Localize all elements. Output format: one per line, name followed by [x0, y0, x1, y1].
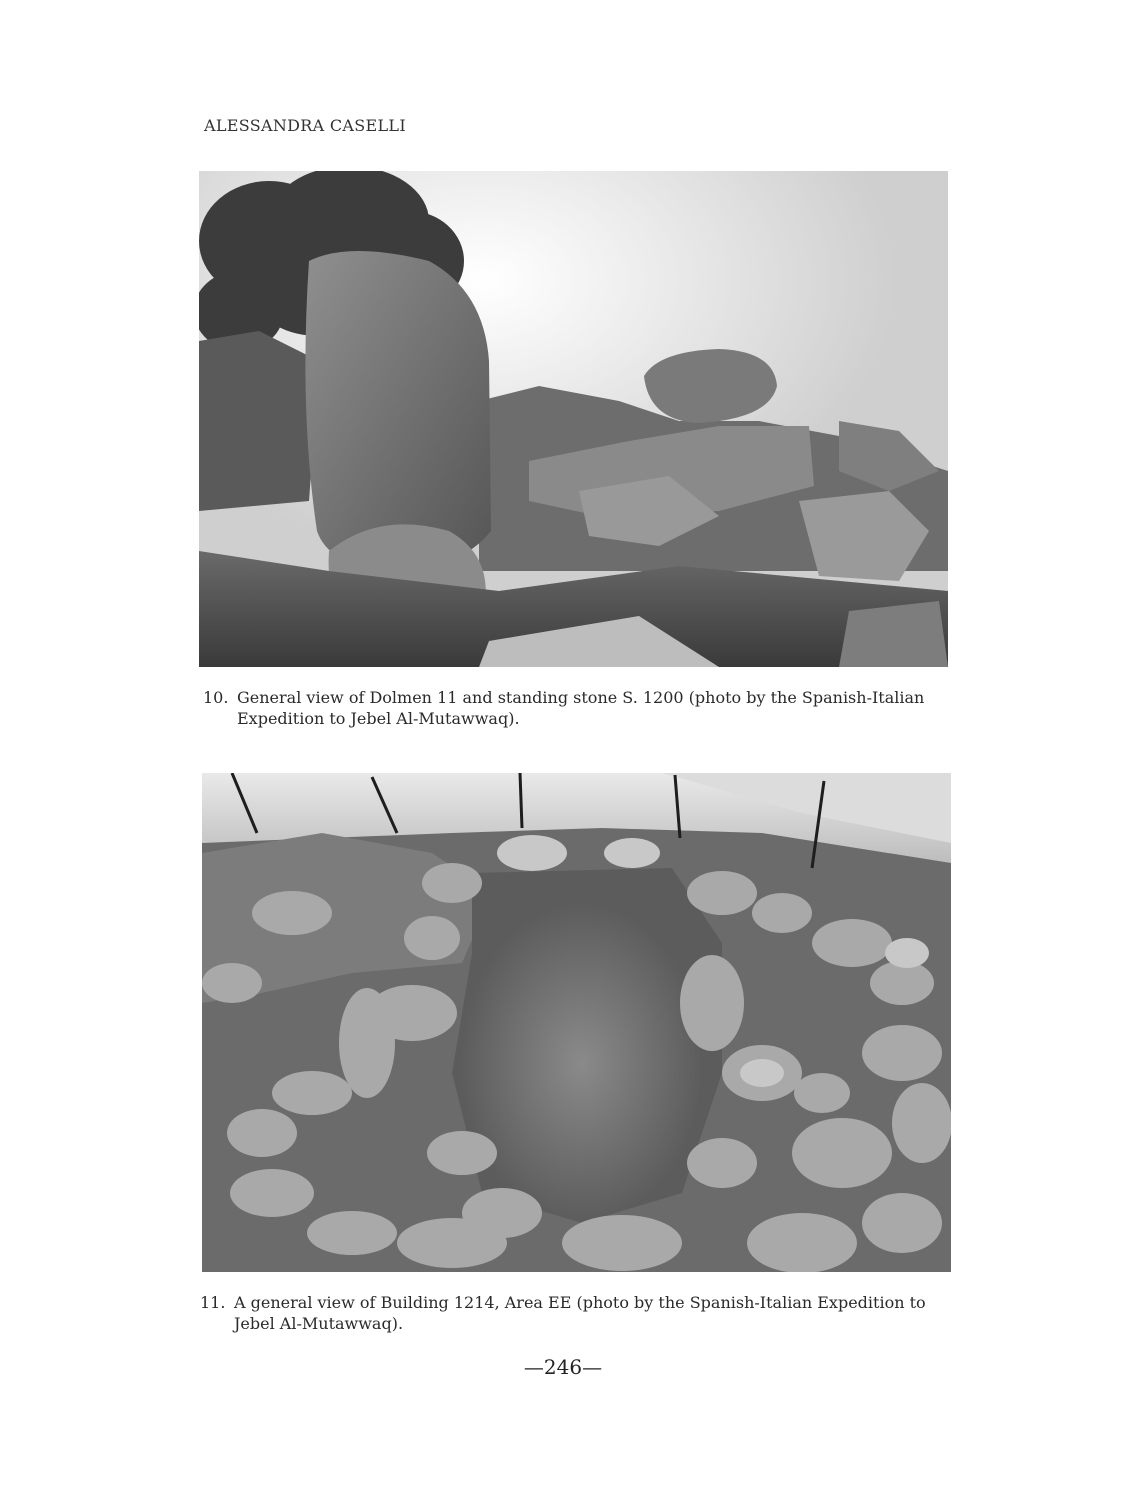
figure-11-caption-text: A general view of Building 1214, Area EE (photo by the Spanish-Italian Expedition to Jebel Al-Mutawwaq).: [234, 1293, 926, 1333]
figure-10-number: 10.: [203, 688, 229, 707]
running-head: ALESSANDRA CASELLI: [204, 116, 406, 135]
dolmen-photo-image: [199, 171, 948, 667]
building-photo-image: [202, 773, 951, 1272]
figure-11-number: 11.: [200, 1293, 226, 1312]
figure-10-caption-text: General view of Dolmen 11 and standing stone S. 1200 (photo by the Spanish-Italian Expedition to Jebel Al-Mutawwaq).: [237, 688, 925, 728]
figure-11-caption: [200, 1292, 952, 1334]
figure-10-caption: [203, 687, 951, 729]
figure-11-photo: [202, 773, 951, 1272]
page-number: —246—: [523, 1355, 603, 1379]
figure-10-photo: [199, 171, 948, 667]
